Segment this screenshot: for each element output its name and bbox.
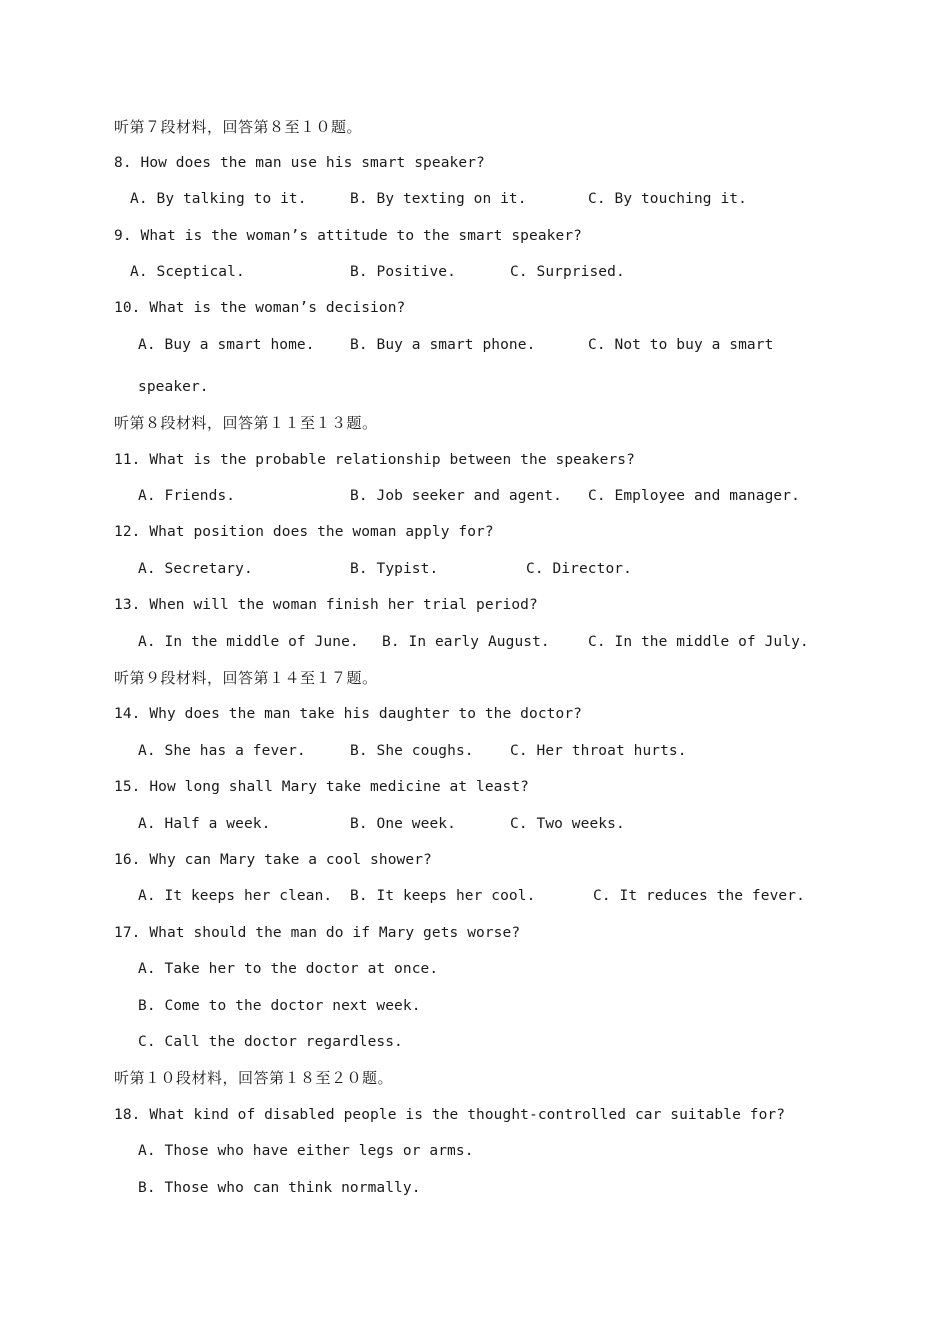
option-a: A. Those who have either legs or arms. — [138, 1143, 474, 1159]
option-b: B. Job seeker and agent. — [350, 488, 562, 504]
section-heading: 听第８段材料，回答第１１至１３题。 — [114, 414, 378, 432]
option-a: A. By talking to it. — [130, 191, 307, 207]
option-c: C. By touching it. — [588, 191, 747, 207]
option-a: A. Friends. — [138, 488, 236, 504]
option-a: A. She has a fever. — [138, 743, 306, 759]
option-a: A. Secretary. — [138, 561, 253, 577]
question-stem: 9. What is the woman’s attitude to the smart speaker? — [114, 228, 582, 244]
option-c: C. Surprised. — [510, 264, 625, 280]
option-c: C. It reduces the fever. — [593, 888, 805, 904]
option-c: C. In the middle of July. — [588, 634, 809, 650]
option-b: B. Buy a smart phone. — [350, 337, 536, 353]
option-a: A. Take her to the doctor at once. — [138, 961, 439, 977]
option-c: C. Call the doctor regardless. — [138, 1034, 403, 1050]
option-b: B. Typist. — [350, 561, 439, 577]
question-stem: 16. Why can Mary take a cool shower? — [114, 852, 432, 868]
option-b: B. She coughs. — [350, 743, 474, 759]
option-continuation: speaker. — [138, 379, 209, 395]
question-stem: 11. What is the probable relationship between the speakers? — [114, 452, 635, 468]
question-stem: 12. What position does the woman apply for? — [114, 524, 494, 540]
question-stem: 10. What is the woman’s decision? — [114, 300, 406, 316]
question-stem: 13. When will the woman finish her trial period? — [114, 597, 538, 613]
option-b: B. Positive. — [350, 264, 456, 280]
option-b: B. By texting on it. — [350, 191, 527, 207]
question-stem: 8. How does the man use his smart speaker? — [114, 155, 485, 171]
section-heading: 听第１０段材料，回答第１８至２０题。 — [114, 1069, 394, 1087]
option-b: B. It keeps her cool. — [350, 888, 536, 904]
question-stem: 14. Why does the man take his daughter to the doctor? — [114, 706, 582, 722]
option-c: C. Two weeks. — [510, 816, 625, 832]
option-b: B. One week. — [350, 816, 456, 832]
option-b: B. In early August. — [382, 634, 550, 650]
option-a: A. Buy a smart home. — [138, 337, 315, 353]
option-a: A. Half a week. — [138, 816, 271, 832]
option-c: C. Director. — [526, 561, 632, 577]
option-c: C. Her throat hurts. — [510, 743, 687, 759]
option-b: B. Come to the doctor next week. — [138, 998, 421, 1014]
option-c: C. Not to buy a smart — [588, 337, 774, 353]
question-stem: 15. How long shall Mary take medicine at least? — [114, 779, 529, 795]
question-stem: 18. What kind of disabled people is the thought-controlled car suitable for? — [114, 1107, 786, 1123]
option-c: C. Employee and manager. — [588, 488, 800, 504]
section-heading: 听第９段材料，回答第１４至１７题。 — [114, 669, 378, 687]
question-stem: 17. What should the man do if Mary gets worse? — [114, 925, 521, 941]
option-a: A. Sceptical. — [130, 264, 245, 280]
section-heading: 听第７段材料，回答第８至１０题。 — [114, 118, 363, 136]
option-a: A. In the middle of June. — [138, 634, 359, 650]
option-a: A. It keeps her clean. — [138, 888, 333, 904]
option-b: B. Those who can think normally. — [138, 1180, 421, 1196]
